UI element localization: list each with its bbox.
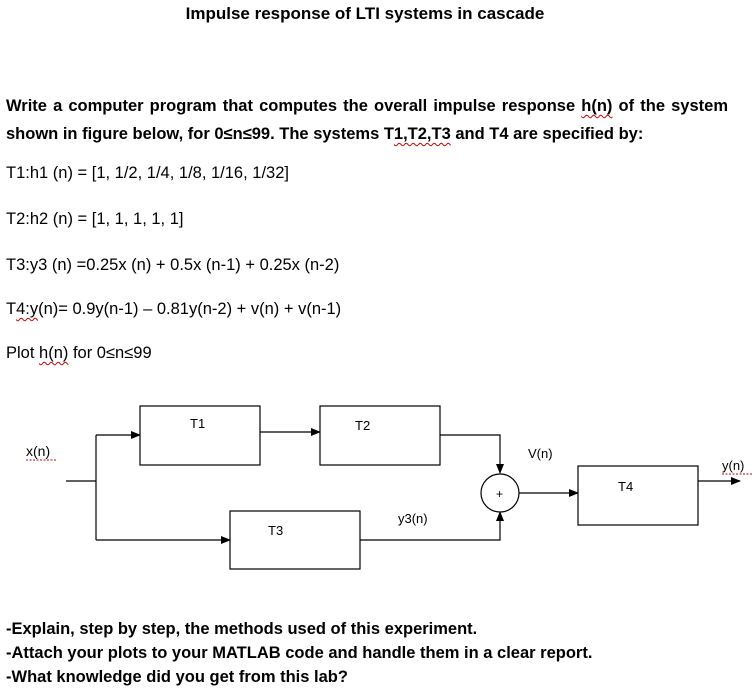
v-label: V(n) [528, 446, 553, 461]
problem-statement [6, 92, 728, 148]
plot-hn: h(n) [39, 344, 69, 362]
arrow-t2-to-sum [440, 435, 500, 473]
output-label: y(n) [722, 458, 745, 473]
intro-part3: and T4 are specified by: [450, 125, 644, 143]
plot-suffix: for 0≤n≤99 [68, 344, 152, 362]
intro-system-list: 1,T2,T3 [393, 125, 451, 143]
spec-t4 [6, 300, 341, 319]
intro-hn: h(n) [581, 97, 613, 115]
plot-prefix: Plot [6, 344, 40, 362]
sum-symbol: + [496, 487, 504, 501]
t1-label: T1 [190, 416, 206, 431]
intro-part2: of the system shown in figure below, for 0≤n≤99. The systems T [6, 97, 728, 143]
question-1: -Explain, step by step, the methods used of this experiment. [6, 620, 478, 638]
block-diagram [0, 390, 756, 605]
spec-t2: T2:h2 (n) = [1, 1, 1, 1, 1] [6, 210, 184, 228]
spec-t4-prefix: T [6, 300, 17, 318]
spec-t3: T3:y3 (n) =0.25x (n) + 0.5x (n-1) + 0.25x (n-2) [6, 256, 340, 274]
t2-block [320, 406, 440, 465]
questions [6, 617, 592, 689]
spec-t1: T1:h1 (n) = [1, 1/2, 1/4, 1/8, 1/16, 1/32] [6, 164, 289, 182]
y3-label: y3(n) [398, 511, 428, 526]
t3-label: T3 [268, 523, 284, 538]
spec-plot [6, 344, 152, 363]
question-2: -Attach your plots to your MATLAB code and handle them in a clear report. [6, 644, 593, 662]
t1-block [140, 406, 260, 465]
t3-block [230, 511, 360, 569]
t2-label: T2 [355, 418, 371, 433]
arrow-t3-to-sum [360, 512, 500, 540]
question-3: -What knowledge did you get from this lab? [6, 668, 348, 686]
t4-block [578, 466, 698, 525]
spec-t4-y: y [29, 300, 39, 318]
page-title: Impulse response of LTI systems in cascade [185, 4, 545, 23]
t4-label: T4 [618, 479, 634, 494]
spec-t4-rest: (n)= 0.9y(n-1) – 0.81y(n-2) + v(n) + v(n-1) [38, 300, 342, 318]
input-label: x(n) [26, 443, 51, 459]
intro-part1: Write a computer program that computes the overall impulse response [6, 97, 582, 115]
spec-t4-sub: 4: [16, 300, 30, 318]
